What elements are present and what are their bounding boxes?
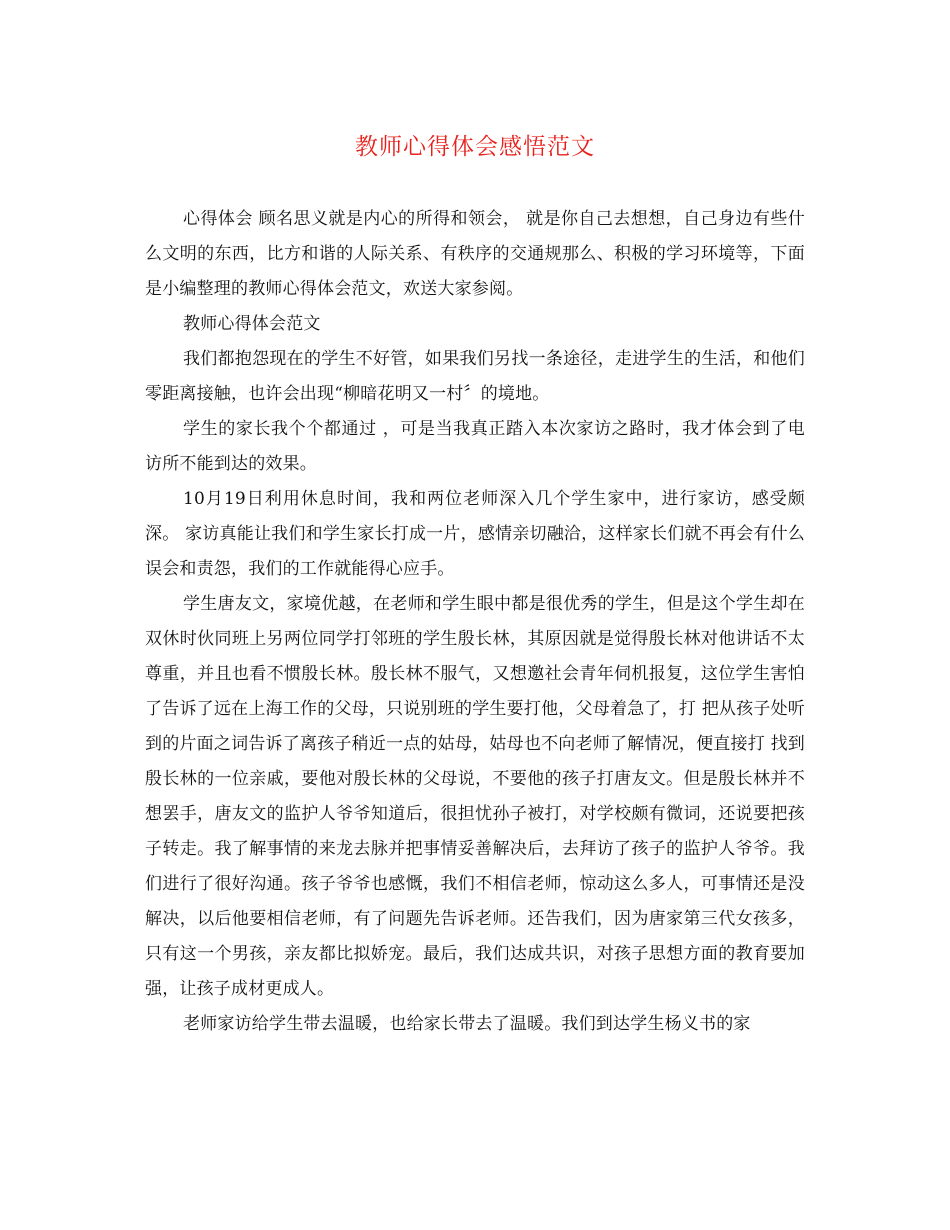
paragraph: 学生唐友文，家境优越，在老师和学生眼中都是很优秀的学生，但是这个学生却在双休时伙同班上另两位同学打邻班的学生殷长林，其原因就是觉得殷长林对他讲话不太尊重，并且也看不惯殷长林。殷长林不服气，又想邀社会青年伺机报复，这位学生害怕了告诉了远在上海工作的父母，只说别班的学生要打他，父母着急了，打 把从孩子处听到的片面之词告诉了离孩子稍近一点的姑母，姑母也不向老师了解情况，便直接打 找到殷长林的一位亲戚，要他对殷长林的父母说，不要他的孩子打唐友文。但是殷长林并不想罢手，唐友文的监护人爷爷知道后，很担忧孙子被打，对学校颇有微词，还说要把孩子转走。我了解事情的来龙去脉并把事情妥善解决后，去拜访了孩子的监护人爷爷。我们进行了很好沟通。孩子爷爷也感慨，我们不相信老师，惊动这么多人，可事情还是没解决，以后他要相信老师，有了问题先告诉老师。还告我们，因为唐家第三代女孩多，只有这一个男孩，亲友都比拟娇宠。最后，我们达成共识，对孩子思想方面的教育要加强，让孩子成材更成人。 bbox=[145, 594, 805, 999]
paragraph: 10月19日利用休息时间，我和两位老师深入几个学生家中，进行家访，感受颇深。 家访真能让我们和学生家长打成一片，感情亲切融洽，这样家长们就不再会有什么误会和责怨，我们的工作就能得心应手。 bbox=[145, 489, 805, 579]
paragraph-intro: 心得体会 顾名思义就是内心的所得和领会， 就是你自己去想想，自己身边有些什么文明的东西，比方和谐的人际关系、有秩序的交通规那么、积极的学习环境等，下面是小编整理的教师心得体会范文，欢送大家参阅。 bbox=[145, 209, 805, 299]
paragraph: 学生的家长我个个都通过 ，可是当我真正踏入本次家访之路时，我才体会到了电访所不能到达的效果。 bbox=[145, 419, 805, 474]
paragraph: 我们都抱怨现在的学生不好管，如果我们另找一条途径，走进学生的生活，和他们零距离接触，也许会出现“柳暗花明又一村〞的境地。 bbox=[145, 349, 805, 404]
document-body bbox=[145, 202, 805, 1042]
paragraph: 老师家访给学生带去温暖，也给家长带去了温暖。我们到达学生杨义书的家 bbox=[183, 1014, 751, 1034]
document-title: 教师心得体会感悟范文 bbox=[355, 134, 595, 160]
section-heading: 教师心得体会范文 bbox=[183, 314, 321, 334]
